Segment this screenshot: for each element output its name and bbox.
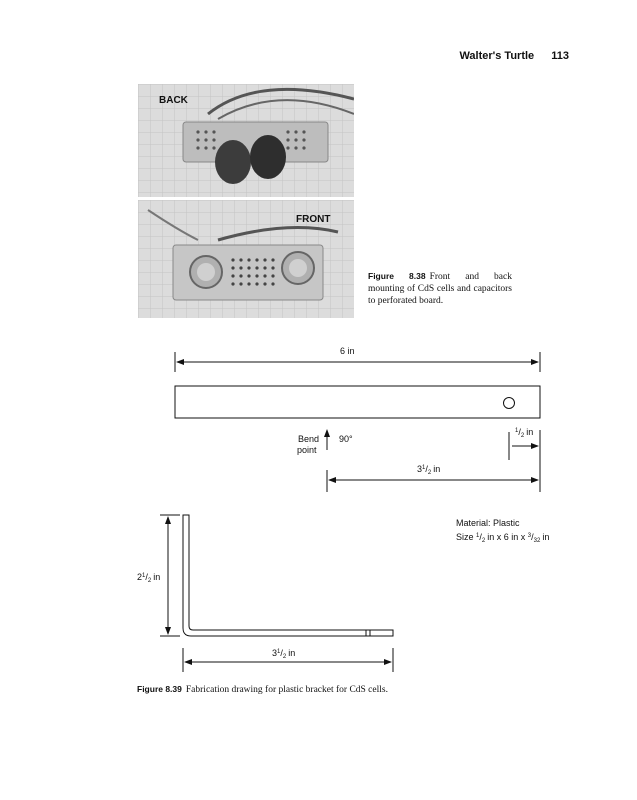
bent-bracket	[183, 515, 393, 636]
hole-offset-label: $^1/_2$ in	[515, 427, 534, 439]
bend-label-1: Bend	[298, 434, 320, 444]
base-whole: 3	[272, 648, 278, 658]
height-den: 2	[147, 578, 152, 584]
size-label: Size $^1/_2$ in x 6 in x $^3/_{32}$ in	[456, 532, 550, 544]
running-title: Walter's Turtle	[459, 50, 535, 62]
figure-8-39-number: Figure 8.39	[137, 684, 182, 694]
figure-8-38-number: Figure 8.38	[368, 271, 426, 281]
base-den: 2	[282, 654, 287, 660]
size-t-num: 3	[527, 533, 532, 539]
height-unit: in	[153, 572, 161, 582]
length-label: 6 in	[340, 346, 355, 356]
base-unit: in	[288, 648, 296, 658]
base-num: 1	[277, 649, 281, 655]
bend-angle: 90°	[339, 434, 353, 444]
height-whole: 2	[137, 572, 143, 582]
bend-dist-whole: 3	[417, 464, 423, 474]
figure-8-39-text: Fabrication drawing for plastic bracket for CdS cells.	[185, 685, 388, 695]
size-w-den: 2	[481, 538, 486, 544]
size-prefix: Size	[456, 532, 474, 542]
mounting-hole	[504, 398, 515, 409]
size-unit: in	[542, 532, 550, 542]
height-num: 1	[142, 573, 146, 579]
bend-label-2: point	[297, 445, 317, 455]
figure-8-38-text: Front and back mounting of CdS cells and capacitors to perforated board.	[368, 272, 512, 306]
base-label: $3^1/_2$ in	[272, 648, 296, 660]
page-number: 113	[551, 50, 569, 62]
size-mid: in x 6 in x	[487, 532, 526, 542]
bend-dist-num: 1	[422, 465, 426, 471]
material-label: Material: Plastic	[456, 518, 520, 528]
hole-unit: in	[526, 427, 534, 437]
hole-num: 1	[515, 428, 519, 434]
plastic-strip	[175, 386, 540, 418]
bend-dist-unit: in	[433, 464, 441, 474]
size-t-den: 32	[533, 538, 541, 544]
figure-8-39-caption	[137, 683, 497, 696]
size-w-num: 1	[476, 533, 480, 539]
bend-distance-label: $3^1/_2$ in	[417, 464, 441, 476]
back-label: BACK	[159, 95, 188, 106]
front-label: FRONT	[296, 214, 331, 225]
height-label: $2^1/_2$ in	[137, 572, 161, 584]
hole-den: 2	[520, 433, 525, 439]
bend-dist-den: 2	[427, 470, 432, 476]
